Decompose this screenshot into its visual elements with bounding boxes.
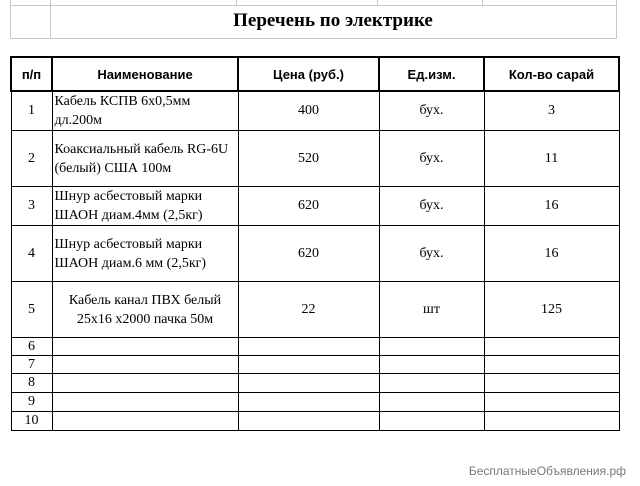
item-name	[52, 374, 238, 393]
header-unit: Ед.изм.	[379, 57, 484, 91]
row-number: 4	[11, 226, 52, 282]
item-name: Шнур асбестовый марки ШАОН диам.6 мм (2,5кг)	[52, 226, 238, 282]
row-number: 8	[11, 374, 52, 393]
item-price	[238, 338, 379, 356]
page-title: Перечень по электрике	[233, 10, 433, 31]
header-name: Наименование	[52, 57, 238, 91]
item-quantity	[484, 393, 619, 412]
item-price: 620	[238, 226, 379, 282]
item-price: 22	[238, 282, 379, 338]
item-price	[238, 374, 379, 393]
item-unit	[379, 412, 484, 431]
item-quantity: 16	[484, 226, 619, 282]
item-price	[238, 356, 379, 374]
item-unit	[379, 356, 484, 374]
row-number: 10	[11, 412, 52, 431]
row-number: 6	[11, 338, 52, 356]
table-header-row	[11, 57, 619, 91]
item-name: Кабель КСПВ 6х0,5мм дл.200м	[52, 91, 238, 131]
row-number: 3	[11, 187, 52, 226]
item-quantity: 16	[484, 187, 619, 226]
row-number: 7	[11, 356, 52, 374]
table-row	[11, 282, 619, 338]
item-quantity	[484, 374, 619, 393]
item-unit: бух.	[379, 226, 484, 282]
row-number: 1	[11, 91, 52, 131]
item-price	[238, 393, 379, 412]
header-price: Цена (руб.)	[238, 57, 379, 91]
row-number: 5	[11, 282, 52, 338]
item-quantity	[484, 412, 619, 431]
item-unit	[379, 393, 484, 412]
item-price	[238, 412, 379, 431]
table-row	[11, 356, 619, 374]
table-row	[11, 393, 619, 412]
table-row	[11, 338, 619, 356]
item-quantity	[484, 356, 619, 374]
item-name: Кабель канал ПВХ белый 25х16 х2000 пачка 50м	[52, 282, 238, 338]
item-unit: бух.	[379, 187, 484, 226]
item-unit	[379, 338, 484, 356]
table-row	[11, 91, 619, 131]
item-name	[52, 338, 238, 356]
item-unit: шт	[379, 282, 484, 338]
item-unit: бух.	[379, 91, 484, 131]
electrical-items-table	[10, 56, 620, 431]
table-row	[11, 187, 619, 226]
item-name	[52, 356, 238, 374]
table-row	[11, 412, 619, 431]
row-number: 2	[11, 131, 52, 187]
table-row	[11, 226, 619, 282]
header-quantity: Кол-во сарай	[484, 57, 619, 91]
header-number: п/п	[11, 57, 52, 91]
item-quantity	[484, 338, 619, 356]
item-name	[52, 412, 238, 431]
item-name: Коаксиальный кабель RG-6U (белый) США 100м	[52, 131, 238, 187]
table-row	[11, 374, 619, 393]
item-quantity: 125	[484, 282, 619, 338]
item-price: 400	[238, 91, 379, 131]
item-unit: бух.	[379, 131, 484, 187]
row-number: 9	[11, 393, 52, 412]
table-row	[11, 131, 619, 187]
item-unit	[379, 374, 484, 393]
item-price: 620	[238, 187, 379, 226]
item-name	[52, 393, 238, 412]
item-quantity: 3	[484, 91, 619, 131]
item-quantity: 11	[484, 131, 619, 187]
item-price: 520	[238, 131, 379, 187]
item-name: Шнур асбестовый марки ШАОН диам.4мм (2,5кг)	[52, 187, 238, 226]
site-watermark: БесплатныеОбъявления.рф	[468, 464, 626, 478]
